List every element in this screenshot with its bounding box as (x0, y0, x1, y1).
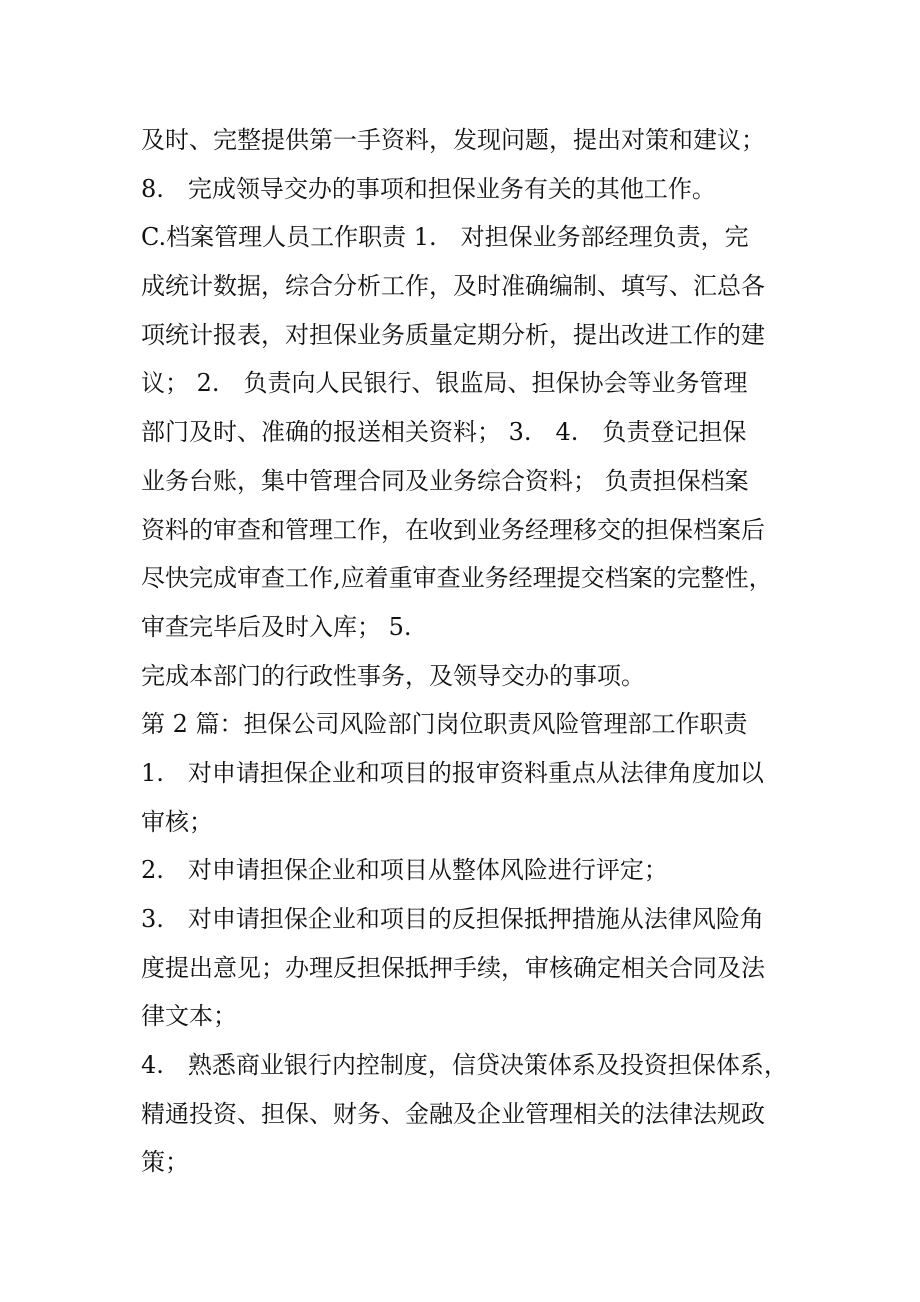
text-line: 律文本； (141, 1002, 237, 1031)
document-body (141, 116, 791, 1187)
text-line: 业务台账，集中管理合同及业务综合资料； 负责担保档案 (141, 466, 749, 495)
text-line: C.档案管理人员工作职责 1. 对担保业务部经理负责，完 (141, 223, 749, 252)
text-line: 精通投资、担保、财务、金融及企业管理相关的法律法规政 (141, 1099, 765, 1128)
text-line: 第 2 篇：担保公司风险部门岗位职责风险管理部工作职责 (141, 710, 748, 739)
text-line: 3. 对申请担保企业和项目的反担保抵押措施从法律风险角 (141, 905, 764, 933)
text-line: 项统计报表，对担保业务质量定期分析，提出改进工作的建 (141, 320, 765, 349)
text-line: 议； 2. 负责向人民银行、银监局、担保协会等业务管理 (141, 369, 748, 398)
text-line: 2. 对申请担保企业和项目从整体风险进行评定； (141, 856, 668, 885)
text-line: 1. 对申请担保企业和项目的报审资料重点从法律角度加以 (141, 758, 764, 787)
text-line: 及时、完整提供第一手资料，发现问题，提出对策和建议； (141, 126, 765, 154)
text-line: 尽快完成审查工作,应着重审查业务经理提交档案的完整性， (141, 564, 773, 593)
text-line: 审核； (141, 807, 213, 836)
text-line: 资料的审查和管理工作，在收到业务经理移交的担保档案后 (141, 515, 765, 544)
text-line: 部门及时、准确的报送相关资料； 3. 4. 负责登记担保 (141, 418, 747, 447)
text-line: 成统计数据，综合分析工作，及时准确编制、填写、汇总各 (141, 272, 765, 301)
text-line: 策； (141, 1148, 189, 1177)
text-line: 度提出意见；办理反担保抵押手续，审核确定相关合同及法 (141, 953, 765, 982)
text-line: 4. 熟悉商业银行内控制度，信贷决策体系及投资担保体系， (141, 1051, 788, 1080)
text-line: 审查完毕后及时入库； 5. (141, 612, 412, 641)
text-line: 8. 完成领导交办的事项和担保业务有关的其他工作。 (141, 174, 716, 203)
text-line: 完成本部门的行政性事务，及领导交办的事项。 (141, 661, 645, 690)
